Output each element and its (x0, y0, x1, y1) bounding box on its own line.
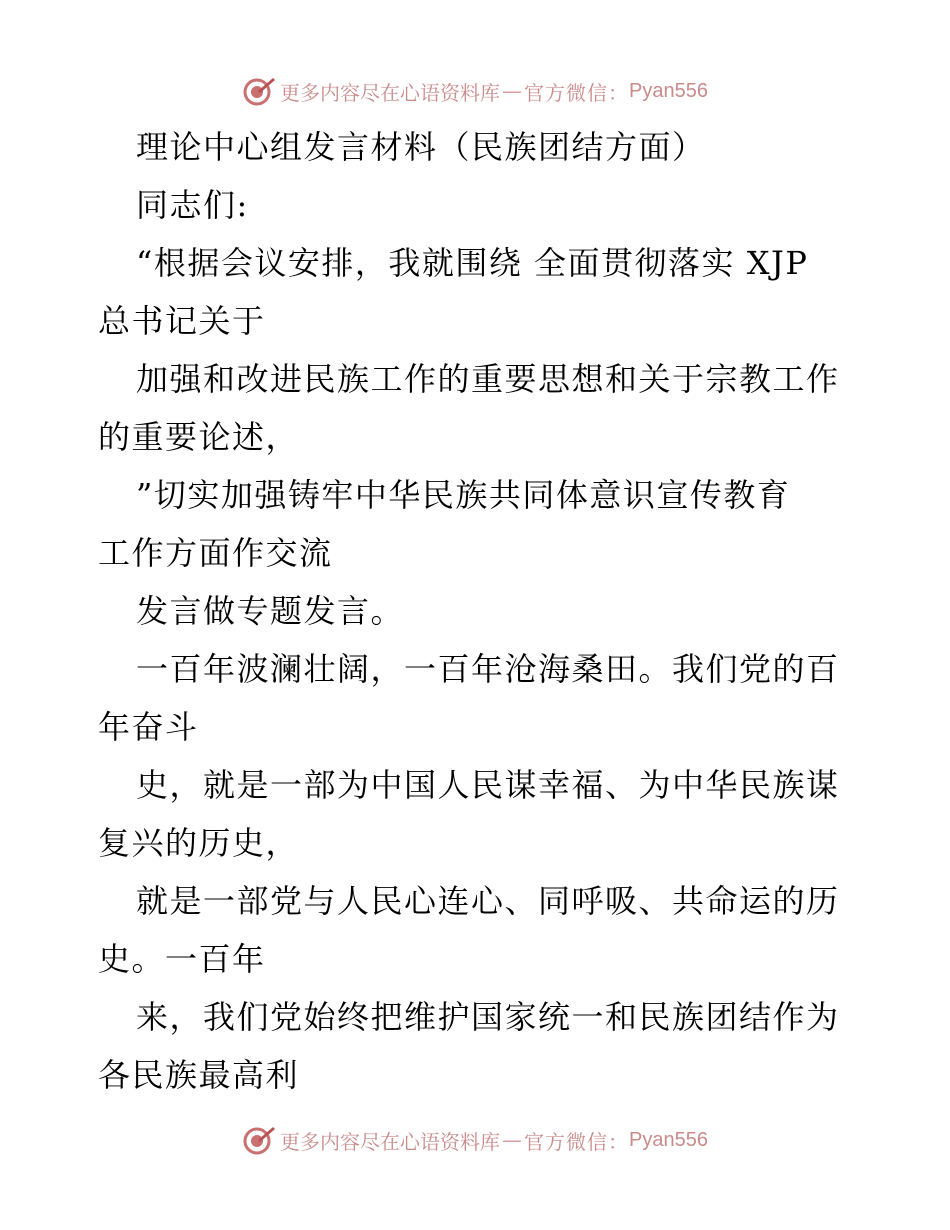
document-body (98, 118, 858, 1104)
watermark-banner-bottom (0, 1120, 950, 1160)
watermark-separator: — (502, 79, 523, 103)
paragraph-line: 就是一部党与人民心连心、同呼吸、共命运的历 (136, 882, 840, 920)
paragraph-line: 一百年波澜壮阔，一百年沧海桑田。我们党的百 (136, 650, 840, 688)
paragraph-line: 工作方面作交流 (98, 534, 333, 572)
watermark-wechat-label: 官方微信： (524, 1129, 630, 1154)
watermark-wechat-id: Pyan556 (629, 79, 708, 102)
paragraph-line: ”切实加强铸牢中华民族共同体意识宣传教育 (136, 476, 791, 514)
watermark-wechat-id: Pyan556 (629, 1128, 708, 1151)
watermark-banner-top (0, 71, 950, 111)
paragraph-line: 年奋斗 (98, 708, 199, 746)
paragraph-line: 各民族最高利 (98, 1056, 300, 1094)
document-title: 理论中心组发言材料（民族团结方面） (136, 128, 706, 166)
paragraph-line: 总书记关于 (98, 302, 266, 340)
pen-logo-icon (242, 74, 276, 108)
paragraph-line: 复兴的历史， (98, 824, 300, 862)
watermark-site-text: 更多内容尽在心语资料库 (280, 80, 501, 105)
paragraph-line: 加强和改进民族工作的重要思想和关于宗教工作 (136, 360, 840, 398)
pen-logo-icon (242, 1123, 276, 1157)
watermark-separator: — (502, 1128, 523, 1152)
salutation: 同志们: (136, 186, 249, 224)
paragraph-line: 史，就是一部为中国人民谋幸福、为中华民族谋 (136, 766, 840, 804)
paragraph-line: 来，我们党始终把维护国家统一和民族团结作为 (136, 998, 840, 1036)
paragraph-line: “根据会议安排，我就围绕 全面贯彻落实 XJP (136, 244, 809, 282)
watermark-wechat-label: 官方微信： (524, 80, 630, 105)
paragraph-line: 史。一百年 (98, 940, 266, 978)
paragraph-line: 发言做专题发言。 (136, 592, 405, 630)
watermark-site-text: 更多内容尽在心语资料库 (280, 1129, 501, 1154)
paragraph-line: 的重要论述， (98, 418, 300, 456)
